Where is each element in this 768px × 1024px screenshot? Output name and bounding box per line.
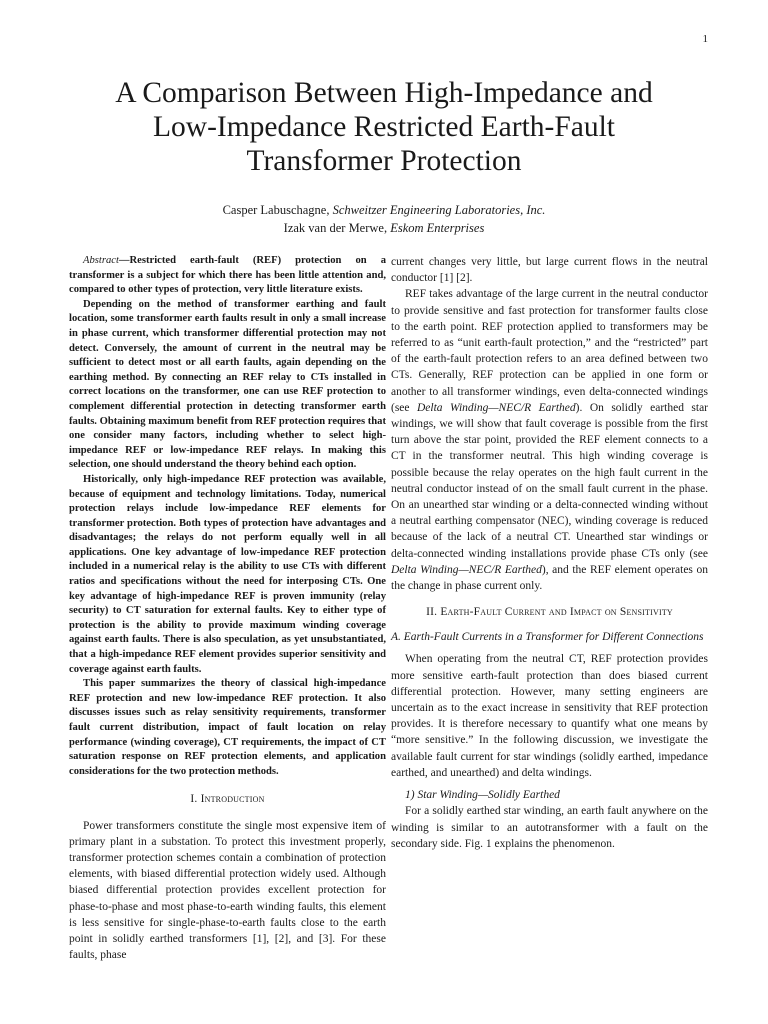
- author-2-name: Izak van der Merwe,: [283, 221, 391, 235]
- ref-paragraph-xref-2: Delta Winding—NEC/R Earthed: [391, 563, 542, 576]
- ref-paragraph-text-c: ), and the REF element operates on the change in phase current only.: [391, 563, 708, 593]
- author-2-affiliation: Eskom Enterprises: [390, 221, 485, 235]
- author-2: [60, 219, 708, 237]
- left-column: [69, 254, 386, 963]
- continued-paragraph: current changes very little, but large current flows in the neutral conductor [1] [2].: [391, 256, 708, 285]
- abstract-paragraph-2: Depending on the method of transformer earthing and fault location, some transformer earth faults result in only a small increase in phase current, which transformer differential protection may not detect. Conversely, the amount of current in the neutral may be sufficient to detect most or all earth faults, again depending on the earthing method. By connecting an REF relay to CTs installed in correct locations on the transformer, one can use REF protection to complement differential protection in detecting transformer earth faults. Obtaining maximum benefit from REF protection requires that one consider many factors, including whether to select high-impedance REF or low-impedance REF relays. In making this selection, one should understand the theory behind each option.: [69, 298, 386, 471]
- author-1: [60, 201, 708, 219]
- ref-paragraph-text-b: ). On solidly earthed star windings, we will show that fault coverage is possible from the first turn above the star point, provided the REF element connects to a CT in the transformer neutral. This high winding coverage is possible because the relay operates on the high fault current in the neutral conductor instead of on the small fault current in the phase. On an unearthed star winding or a delta-connected winding without a neutral earthing compensator (NEC), winding coverage is reduced because of the lack of a neutral CT. Unearthed star windings or delta-connected winding installations provide phase CTs only (see: [391, 401, 709, 560]
- ref-paragraph-xref-1: Delta Winding—NEC/R Earthed: [416, 401, 576, 414]
- ref-paragraph: [391, 286, 708, 594]
- right-column: [391, 254, 708, 852]
- author-1-affiliation: Schweitzer Engineering Laboratories, Inc.: [332, 203, 546, 217]
- section2-paragraph-1: When operating from the neutral CT, REF protection provides more sensitive earth-fault protection than does biased current differential protection. However, many setting engineers are uncertain as to the exact increase in sensitivity that REF protection provides. It is therefore necessary to quantify what one means by “more sensitive.” In the following discussion, we investigate the available fault current for star windings (solidly earthed, impedance earthed, and unearthed) and delta windings.: [391, 653, 708, 779]
- section-heading-introduction: I. Introduction: [190, 793, 265, 806]
- abstract-paragraph-3: Historically, only high-impedance REF protection was available, because of equipment and technology limitations. Today, numerical protection relays include low-impedance REF elements for transformer protection. Both types of protection have advantages and disadvantages; the relays do not perform equally well in all applications. One key advantage of low-impedance REF protection included in a numerical relay is the ability to use CTs with different ratios and specifications without the need for interposing CTs. One key advantage of high-impedance REF is proven immunity (relay security) to CT saturation for external faults. Key to either type of protection is the ability to provide maximum winding coverage against earth faults. There is also speculation, as yet unsubstantiated, that a high-impedance REF element provides superior sensitivity and coverage against earth faults.: [69, 473, 386, 675]
- abstract-label: Abstract: [83, 255, 119, 266]
- author-1-name: Casper Labuschagne,: [222, 203, 333, 217]
- title-line-3: Transformer Protection: [246, 145, 522, 177]
- title-line-2: Low-Impedance Restricted Earth-Fault: [153, 111, 615, 143]
- title-line-1: A Comparison Between High-Impedance and: [115, 77, 653, 109]
- introduction-paragraph-1: Power transformers constitute the single most expensive item of primary plant in a substation. To protect this investment properly, transformer protection schemes contain a combination of protection elements, with biased differential protection widely used. Although biased differential protection provides excellent protection for phase-to-phase and most phase-to-earth winding faults, this element is less sensitive for single-phase-to-earth faults close to the earth point in solidly earthed transformers [1], [2], and [3]. For these faults, phase: [69, 819, 386, 962]
- subsection-heading-a: A. Earth-Fault Currents in a Transformer for Different Connections: [391, 631, 704, 644]
- page-number: 1: [702, 33, 708, 45]
- section-heading-earth-fault: II. Earth-Fault Current and Impact on Sensitivity: [426, 606, 673, 619]
- abstract-paragraph-1: [69, 254, 386, 298]
- subsubsection-heading-1: 1) Star Winding—Solidly Earthed: [405, 789, 560, 802]
- section2-paragraph-2: For a solidly earthed star winding, an earth fault anywhere on the winding is similar to an autotransformer with a fault on the secondary side. Fig. 1 explains the phenomenon.: [391, 805, 708, 850]
- ref-paragraph-text-a: REF takes advantage of the large current in the neutral conductor to provide sensitive and fast protection for transformer faults close to the earth point. REF protection applied to transformers may be referred to as “unit earth-fault protection,” and the “restricted” part of the earth-fault protection refers to an area defined between two CTs. Generally, REF protection can be applied in one form or another to all transformer windings, even delta-connected windings (see: [391, 288, 708, 414]
- abstract-p1-text: —Restricted earth-fault (REF) protection on a transformer is a subject for which there has been little attention and, compared to other types of protection, very little literature exists.: [69, 255, 386, 296]
- paper-title: [60, 76, 708, 178]
- abstract-paragraph-4: This paper summarizes the theory of classical high-impedance REF protection and new low-impedance REF protection. It also discusses issues such as relay sensitivity requirements, transformer fault current distribution, impact of fault location on relay performance (winding coverage), CT requirements, the impact of CT saturation response on REF protection elements, and application considerations for the two protection methods.: [69, 678, 386, 777]
- author-block: [60, 201, 708, 237]
- abstract: [69, 254, 386, 779]
